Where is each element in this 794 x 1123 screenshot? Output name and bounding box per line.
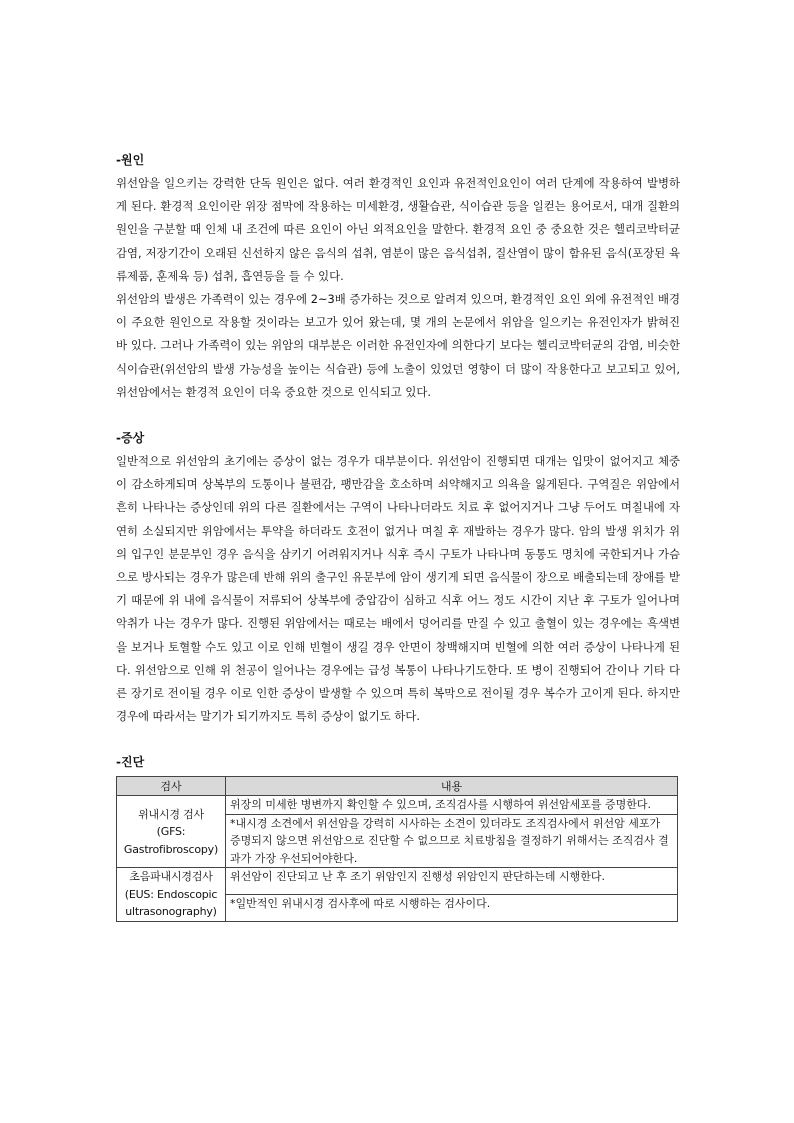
- section-gap: [116, 728, 680, 750]
- table-cell-note: *일반적인 위내시경 검사후에 따로 시행하는 검사이다.: [226, 895, 678, 922]
- section-heading-symptoms: -증상: [116, 431, 145, 446]
- table-header-test: 검사: [117, 777, 226, 796]
- table-cell: 위선암이 진단되고 난 후 조기 위암인지 진행성 위암인지 판단하는데 시행한다.: [226, 868, 678, 895]
- section-heading-cause: -원인: [116, 153, 145, 167]
- section-heading-diagnosis: -진단: [116, 755, 145, 770]
- table-row: [117, 868, 678, 895]
- row-label-gfs: [117, 796, 226, 868]
- diagnosis-table: [116, 776, 678, 922]
- label-line: 초음파내시경검사: [129, 870, 213, 884]
- label-line: (EUS: Endoscopic: [124, 887, 218, 901]
- table-header-content: 내용: [226, 777, 678, 796]
- section-gap: [116, 404, 680, 426]
- cause-paragraph-2: 위선암의 발생은 가족력이 있는 경우에 2~3배 증가하는 것으로 알려져 있으며, 환경적인 요인 외에 유전적인 배경이 주요한 원인으로 작용할 것이라는 보고가 있어 왔는데, 몇 개의 논문에서 위암을 일으키는 유전인자가 밝혀진 바 있다. 그러나 가족력이 있는 위암의 대부분은 이러한 유전인자에 의한다기 보다는 헬리코박터균의 감염, 비슷한 식이습관(위선암의 발생 가능성을 높이는 식습관) 등에 노출이 있었던 영향이 더 많이 작용한다고 보고되고 있어, 위선암에서는 환경적 요인이 더욱 중요한 것으로 인식되고 있다.: [116, 292, 680, 399]
- symptoms-paragraph: 일반적으로 위선암의 초기에는 증상이 없는 경우가 대부분이다. 위선암이 진행되면 대개는 입맛이 없어지고 체중이 감소하게되며 상복부의 도통이나 불편감, 팽만감을 호소하며 쇠약해지고 의욕을 잃게된다. 구역질은 위암에서 흔히 나타나는 증상인데 위의 다른 질환에서는 구역이 나타나더라도 치료 후 없어지거나 그냥 두어도 며칠내에 자연히 소실되지만 위암에서는 투약을 하더라도 호전이 없거나 며칠 후 재발하는 경우가 많다. 암의 발생 위치가 위의 입구인 분문부인 경우 음식을 삼키기 어려워지거나 식후 즉시 구토가 나타나며 동통도 명치에 국한되거나 가슴으로 방사되는 경우가 많은데 반해 위의 출구인 유문부에 암이 생기게 되면 음식물이 장으로 배출되는데 장애를 받기 때문에 위 내에 음식물이 저류되어 상복부에 중압감이 심하고 식후 어느 정도 시간이 지난 후 구토가 일어나며 악취가 나는 경우가 많다. 진행된 위암에서는 때로는 배에서 덩어리를 만질 수 있고 출혈이 있는 경우에는 흑색변을 보거나 토혈할 수도 있고 이로 인해 빈혈이 생길 경우 안면이 창백해지며 빈혈에 의한 여러 증상이 나타나게 된다. 위선암으로 인해 위 천공이 일어나는 경우에는 급성 복통이 나타나기도한다. 또 병이 진행되어 간이나 기타 다른 장기로 전이될 경우 이로 인한 증상이 발생할 수 있으며 특히 복막으로 전이될 경우 복수가 고이게 된다. 하지만 경우에 따라서는 말기가 되기까지도 특히 증상이 없기도 하다.: [116, 454, 680, 724]
- table-header-row: [117, 777, 678, 796]
- table-cell: 위장의 미세한 병변까지 확인할 수 있으며, 조직검사를 시행하여 위선암세포를 증명한다.: [226, 796, 678, 815]
- document-page: [116, 148, 680, 922]
- label-line: ultrasonography): [125, 905, 217, 919]
- label-line: 위내시경 검사: [138, 807, 204, 821]
- label-line: (GFS:: [156, 825, 186, 839]
- row-label-eus: [117, 868, 226, 922]
- label-line: Gastrofibroscopy): [123, 842, 219, 856]
- table-row: [117, 796, 678, 815]
- table-cell-note: *내시경 소견에서 위선암을 강력히 시사하는 소견이 있더라도 조직검사에서 위선암 세포가 증명되지 않으면 위선암으로 진단할 수 없으므로 치료방침을 결정하기 위해서는 조직검사 결과가 가장 우선되어야한다.: [226, 814, 678, 868]
- cause-paragraph-1: 위선암을 일으키는 강력한 단독 원인은 없다. 여러 환경적인 요인과 유전적인요인이 여러 단계에 작용하여 발병하게 된다. 환경적 요인이란 위장 점막에 작용하는 미세환경, 생활습관, 식이습관 등을 일컫는 용어로서, 대개 질환의 원인을 구분할 때 인체 내 조건에 따른 요인이 아닌 외적요인을 말한다. 환경적 요인 중 중요한 것은 헬리코박터균 감염, 저장기간이 오래된 신선하지 않은 음식의 섭취, 염분이 많은 음식섭취, 질산염이 많이 함유된 음식(포장된 육류제품, 훈제육 등) 섭취, 흡연등을 들 수 있다.: [116, 176, 680, 283]
